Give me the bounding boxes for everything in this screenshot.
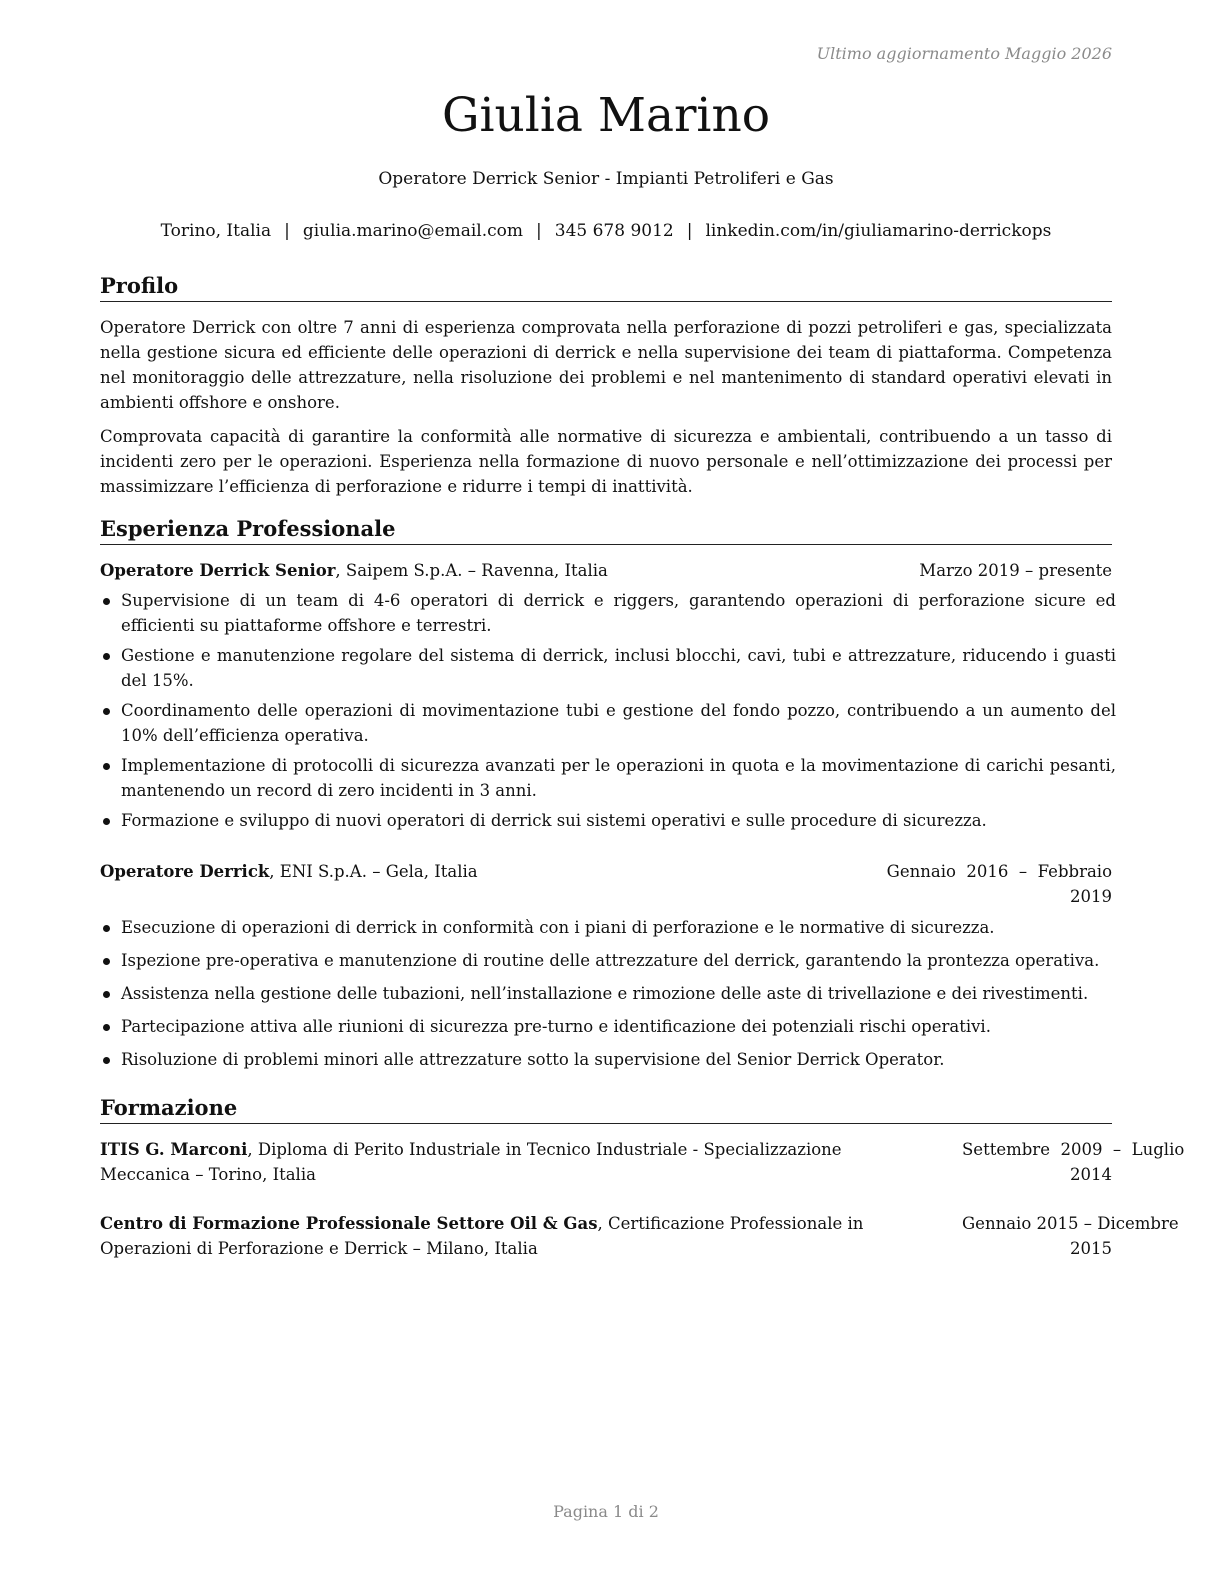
contact-separator: |: [686, 221, 693, 241]
list-item: [100, 588, 1116, 638]
contact-linkedin[interactable]: linkedin.com/in/giuliamarino-derrickops: [705, 221, 1052, 241]
list-item: [100, 808, 1116, 833]
job-dates-line: 2019: [1070, 887, 1112, 906]
bullet-text: Assistenza nella gestione delle tubazioni, nell’installazione e rimozione delle aste di trivellazione e dei rivestimenti.: [121, 984, 1089, 1003]
contact-separator: |: [284, 221, 290, 241]
job-header: [100, 558, 1112, 583]
list-item: [100, 915, 1120, 940]
bullet-icon: [103, 1024, 110, 1031]
contact-separator: |: [536, 221, 542, 241]
list-item: [100, 643, 1116, 693]
bullet-icon: [103, 653, 110, 660]
education-school: ITIS G. Marconi: [100, 1140, 248, 1159]
profile-paragraph: Operatore Derrick con oltre 7 anni di esperienza comprovata nella perforazione di pozzi petroliferi e gas, specializzata nella gestione sicura ed efficiente delle operazioni di derrick e nella supervisione dei team di piattaforma. Competenza nel monitoraggio delle attrezzature, nella risoluzione dei problemi e nel mantenimento di standard operativi elevati in ambienti offshore e onshore.: [100, 318, 1112, 412]
education-location: Meccanica – Torino, Italia: [100, 1165, 316, 1184]
job-role: Operatore Derrick Senior: [100, 561, 336, 580]
last-updated: Ultimo aggiornamento Maggio 2026: [816, 44, 1112, 63]
bullet-text: Gestione e manutenzione regolare del sistema di derrick, inclusi blocchi, cavi, tubi e attrezzature, riducendo i guasti del 15%.: [121, 646, 1116, 690]
list-item: [100, 981, 1120, 1006]
education-description: [100, 1211, 960, 1261]
bullet-icon: [103, 708, 110, 715]
bullet-text: Partecipazione attiva alle riunioni di sicurezza pre-turno e identificazione dei potenziali rischi operativi.: [121, 1017, 991, 1036]
education-description: [100, 1137, 960, 1187]
list-item: [100, 1014, 1120, 1039]
job-header: [100, 859, 1112, 906]
job-company: , ENI S.p.A. – Gela, Italia: [269, 862, 478, 881]
education-entry: [100, 1211, 1179, 1261]
section-title-experience: Esperienza Professionale: [100, 515, 1112, 545]
bullet-text: Coordinamento delle operazioni di movimentazione tubi e gestione del fondo pozzo, contribuendo a un aumento del 10% dell’efficienza operativa.: [121, 701, 1116, 745]
bullet-icon: [103, 1057, 110, 1064]
bullet-text: Esecuzione di operazioni di derrick in conformità con i piani di perforazione e le normative di sicurezza.: [121, 918, 995, 937]
contact-city: Torino, Italia: [160, 221, 272, 241]
bullet-text: Implementazione di protocolli di sicurezza avanzati per le operazioni in quota e la movimentazione di carichi pesanti, mantenendo un record di zero incidenti in 3 anni.: [121, 756, 1116, 800]
job-title: Operatore Derrick Senior - Impianti Petroliferi e Gas: [378, 169, 834, 189]
resume-page: [100, 0, 1185, 1584]
education-location: Operazioni di Perforazione e Derrick – Milano, Italia: [100, 1239, 538, 1258]
profile-paragraph: Comprovata capacità di garantire la conformità alle normative di sicurezza e ambientali, contribuendo a un tasso di incidenti zero per le operazioni. Esperienza nella formazione di nuovo personale e nell’ottimizzazione dei processi per massimizzare l’efficienza di perforazione e ridurre i tempi di inattività.: [100, 427, 1112, 496]
education-dates-line: 2014: [1070, 1165, 1112, 1184]
bullet-text: Ispezione pre-operativa e manutenzione di routine delle attrezzature del derrick, garantendo la prontezza operativa.: [121, 951, 1100, 970]
page-number: Pagina 1 di 2: [553, 1502, 659, 1521]
contact-phone[interactable]: 345 678 9012: [554, 221, 674, 241]
bullet-icon: [103, 991, 110, 998]
education-dates-line: Settembre 2009 – Luglio: [962, 1140, 1185, 1159]
bullet-icon: [103, 958, 110, 965]
candidate-name: Giulia Marino: [441, 88, 771, 143]
section-title-education: Formazione: [100, 1094, 1112, 1124]
contact-line: [100, 219, 1112, 243]
list-item: [100, 698, 1116, 748]
list-item: [100, 948, 1120, 973]
bullet-icon: [103, 925, 110, 932]
list-item: [100, 1047, 1120, 1072]
job-dates-line: Gennaio 2016 – Febbraio: [886, 862, 1112, 881]
education-dates: [962, 1211, 1179, 1261]
bullet-icon: [103, 598, 110, 605]
bullet-text: Supervisione di un team di 4-6 operatori di derrick e riggers, garantendo operazioni di perforazione sicure ed efficienti su piattaforme offshore e terrestri.: [121, 591, 1116, 635]
education-school: Centro di Formazione Professionale Settore Oil & Gas: [100, 1214, 598, 1233]
bullet-icon: [103, 818, 110, 825]
education-dates-line: Gennaio 2015 – Dicembre: [962, 1214, 1179, 1233]
bullet-icon: [103, 763, 110, 770]
job-bullet-list: [100, 915, 1120, 1072]
bullet-text: Formazione e sviluppo di nuovi operatori di derrick sui sistemi operativi e sulle procedure di sicurezza.: [121, 811, 987, 830]
job-dates: [887, 859, 1112, 909]
education-dates: [962, 1137, 1185, 1187]
education-degree: , Certificazione Professionale in: [597, 1214, 864, 1233]
section-title-profile: Profilo: [100, 272, 1112, 302]
education-dates-line: 2015: [1070, 1239, 1112, 1258]
job-company: , Saipem S.p.A. – Ravenna, Italia: [335, 561, 608, 580]
job-bullet-list: [100, 588, 1116, 833]
contact-email[interactable]: giulia.marino@email.com: [302, 221, 524, 241]
education-entry: [100, 1137, 1185, 1187]
job-role: Operatore Derrick: [100, 862, 270, 881]
education-degree: , Diploma di Perito Industriale in Tecnico Industriale - Specializzazione: [247, 1140, 842, 1159]
list-item: [100, 753, 1116, 803]
job-dates: Marzo 2019 – presente: [919, 561, 1112, 580]
bullet-text: Risoluzione di problemi minori alle attrezzature sotto la supervisione del Senior Derrick Operator.: [121, 1050, 945, 1069]
